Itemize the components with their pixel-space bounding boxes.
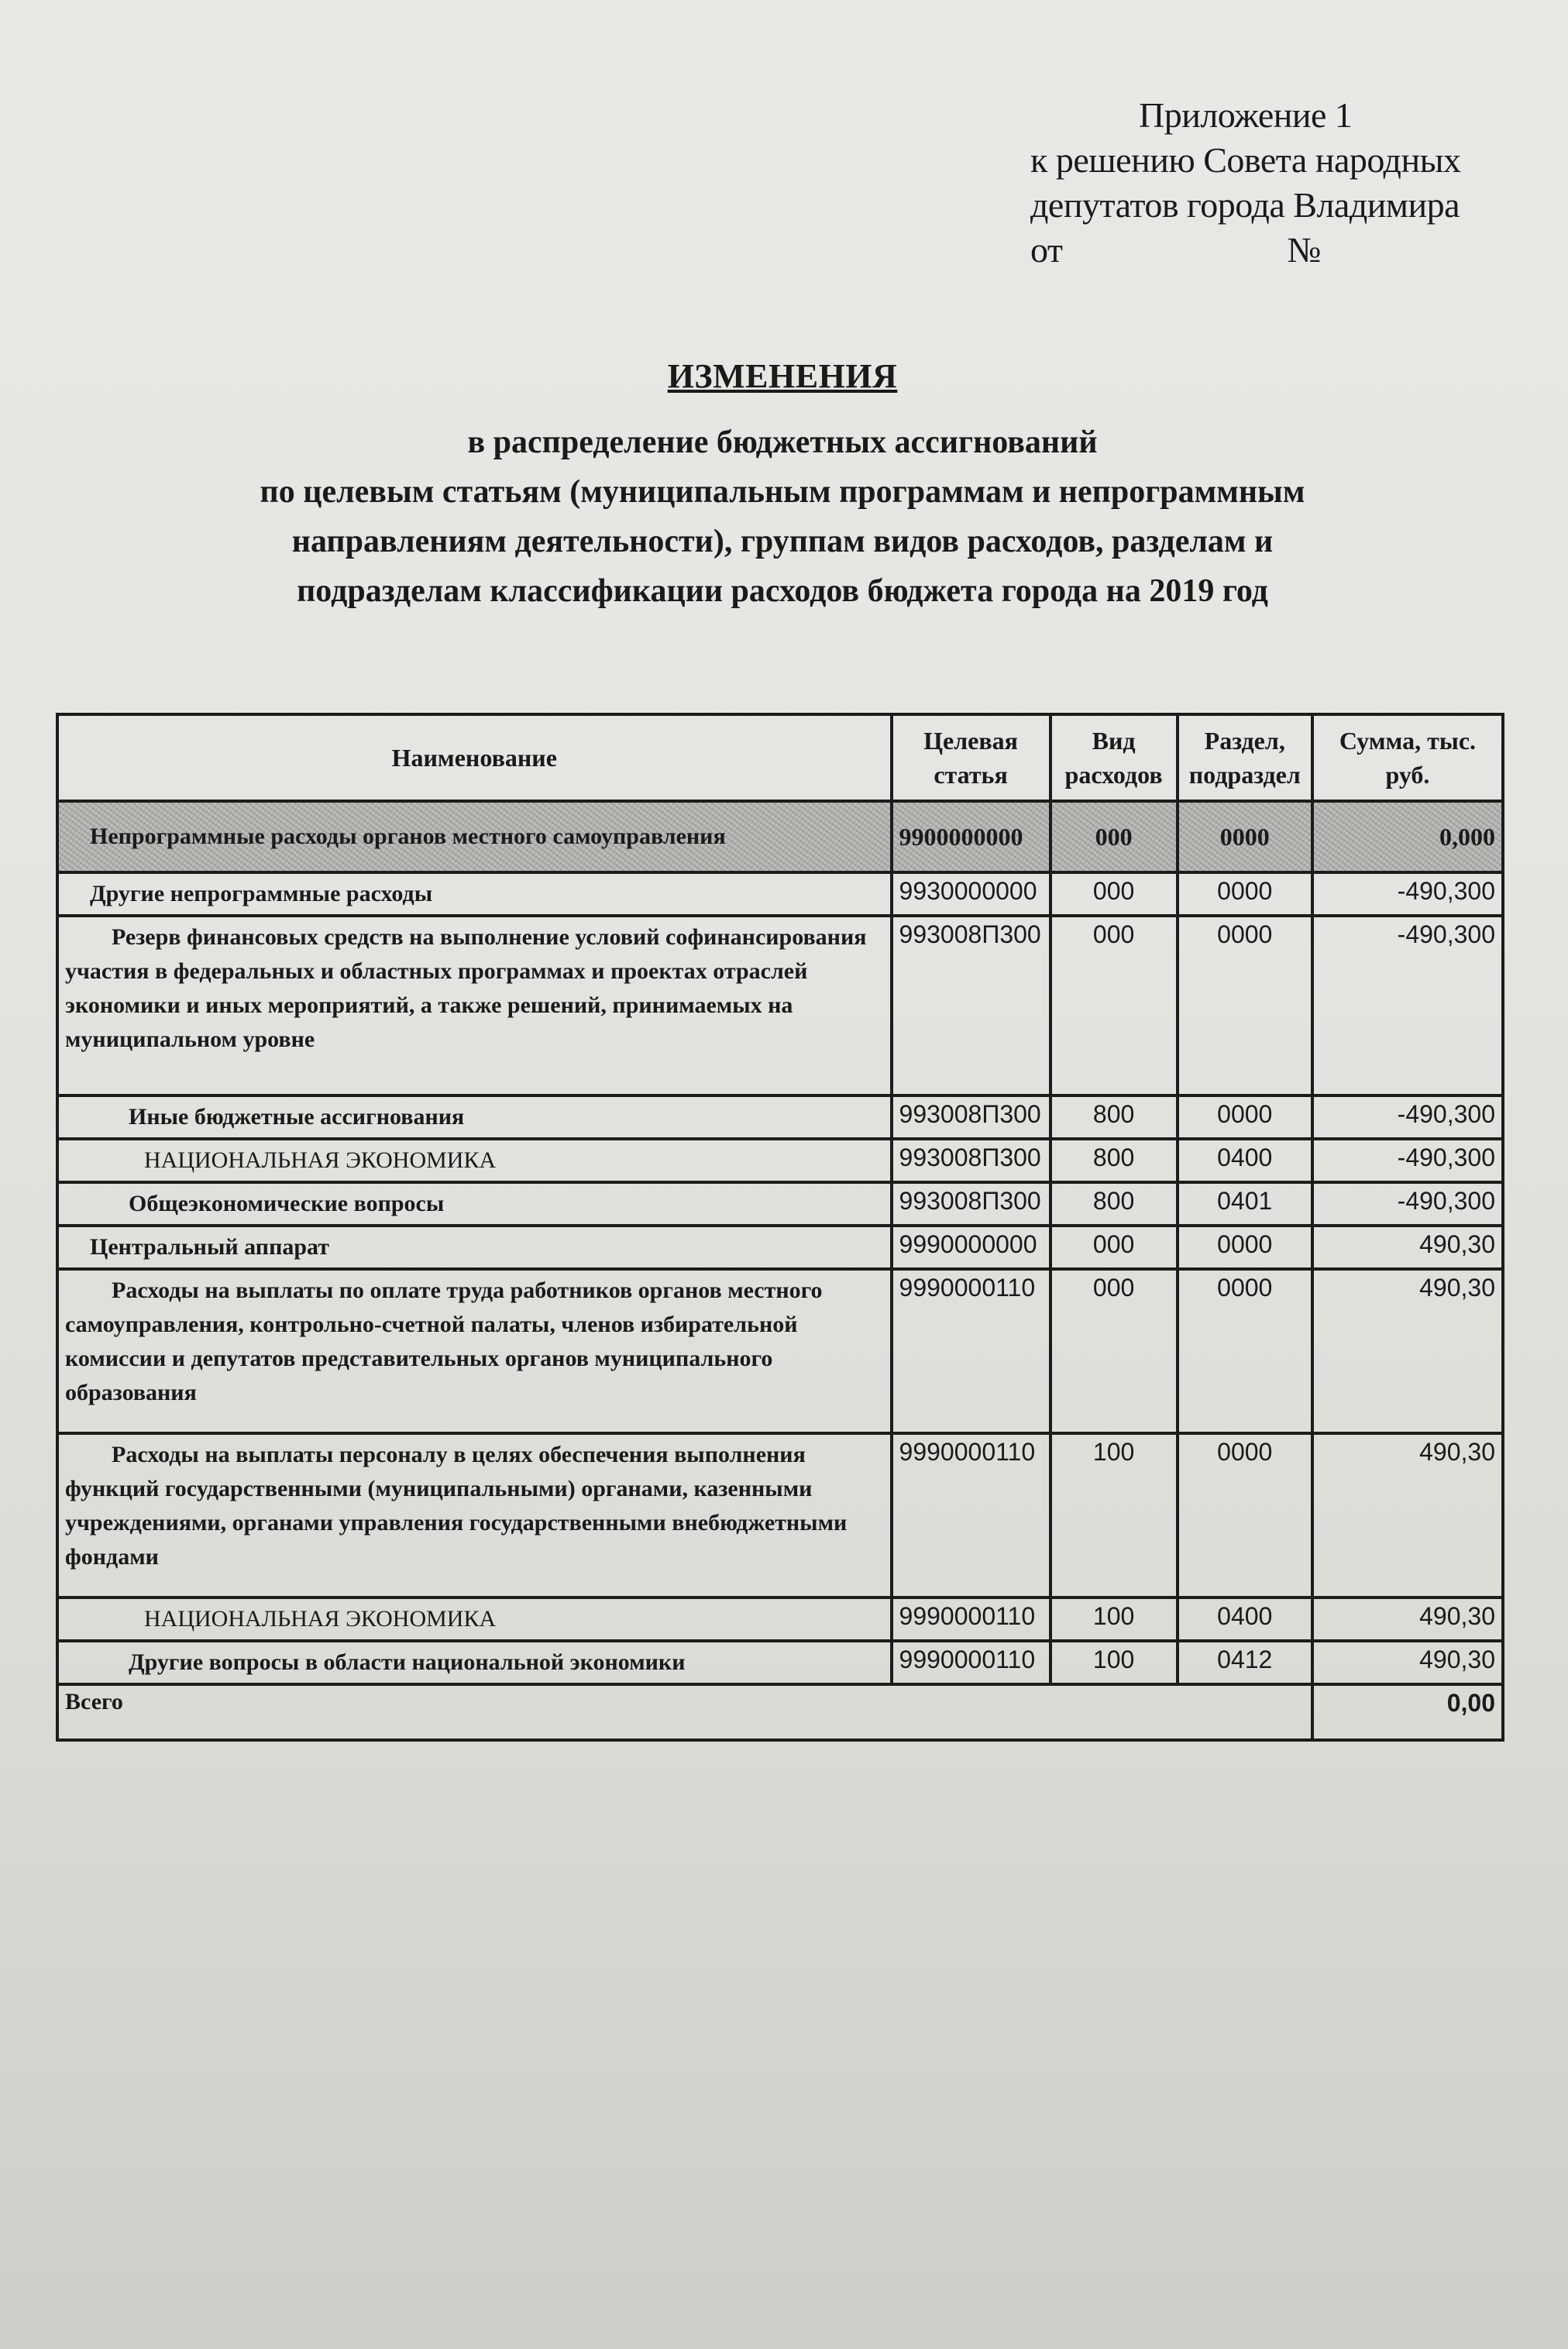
table-row	[57, 1433, 1503, 1598]
row-code: 9990000110	[892, 1433, 1050, 1598]
row-sum: 490,30	[1312, 1269, 1503, 1433]
appendix-council-line: депутатов города Владимира	[1030, 185, 1460, 225]
table-row	[57, 1182, 1503, 1226]
row-razd: 0400	[1178, 1139, 1312, 1182]
row-name: Непрограммные расходы органов местного самоуправления	[57, 801, 892, 872]
row-vid: 800	[1050, 1182, 1178, 1226]
row-sum: -490,300	[1312, 1182, 1503, 1226]
table-row	[57, 1641, 1503, 1684]
header-name: Наименование	[57, 714, 892, 801]
row-code: 9990000110	[892, 1269, 1050, 1433]
row-code: 993008П300	[892, 1095, 1050, 1139]
header-sum: Сумма, тыс. руб.	[1312, 714, 1503, 801]
row-name: Другие вопросы в области национальной экономики	[57, 1641, 892, 1684]
title-line-3: направлениям деятельности), группам видов расходов, разделам и	[291, 524, 1274, 559]
row-code: 993008П300	[892, 1182, 1050, 1226]
row-razd: 0000	[1178, 1269, 1312, 1433]
title-line-1: в распределение бюджетных ассигнований	[467, 425, 1098, 460]
row-name: НАЦИОНАЛЬНАЯ ЭКОНОМИКА	[57, 1139, 892, 1182]
row-code: 993008П300	[892, 1139, 1050, 1182]
appendix-number-label: №	[1287, 230, 1321, 270]
table-row	[57, 872, 1503, 916]
row-code: 993008П300	[892, 916, 1050, 1095]
appendix-from-label: от	[1030, 230, 1063, 270]
row-code: 9930000000	[892, 872, 1050, 916]
row-sum: -490,300	[1312, 872, 1503, 916]
table-header-row	[57, 714, 1503, 801]
row-vid: 800	[1050, 1095, 1178, 1139]
row-name: Другие непрограммные расходы	[57, 872, 892, 916]
row-razd: 0401	[1178, 1182, 1312, 1226]
row-code: 9990000110	[892, 1598, 1050, 1641]
row-sum: -490,300	[1312, 1139, 1503, 1182]
row-vid: 800	[1050, 1139, 1178, 1182]
row-vid: 100	[1050, 1598, 1178, 1641]
table-total-row	[57, 1684, 1503, 1740]
document-title-block	[155, 356, 1410, 616]
table-row	[57, 801, 1503, 872]
row-code: 9900000000	[892, 801, 1050, 872]
row-name: Иные бюджетные ассигнования	[57, 1095, 892, 1139]
document-title: ИЗМЕНЕНИЯ	[667, 357, 898, 395]
row-sum: 490,30	[1312, 1598, 1503, 1641]
row-name: Расходы на выплаты персоналу в целях обеспечения выполнения функций государственными (муниципальными) органами, казенными учреждениями, органами управления государственными внебюджетными фондами	[57, 1433, 892, 1598]
table-row	[57, 1226, 1503, 1269]
title-line-2: по целевым статьям (муниципальным программам и непрограммным	[260, 474, 1305, 510]
row-sum: 490,30	[1312, 1226, 1503, 1269]
row-razd: 0000	[1178, 801, 1312, 872]
row-vid: 000	[1050, 872, 1178, 916]
row-name: Резерв финансовых средств на выполнение условий софинансирования участия в федеральных и областных программах и проектах отраслей экономики и иных мероприятий, а также решений, принимаемых на муниципальном уровне	[57, 916, 892, 1095]
row-sum: 490,30	[1312, 1433, 1503, 1598]
header-target-article: Целевая статья	[892, 714, 1050, 801]
row-sum: 0,000	[1312, 801, 1503, 872]
row-vid: 000	[1050, 1269, 1178, 1433]
row-vid: 000	[1050, 801, 1178, 872]
row-razd: 0400	[1178, 1598, 1312, 1641]
table-row	[57, 1139, 1503, 1182]
row-razd: 0000	[1178, 916, 1312, 1095]
row-vid: 000	[1050, 1226, 1178, 1269]
row-razd: 0000	[1178, 1433, 1312, 1598]
appendix-header	[1030, 93, 1526, 273]
appendix-decision-line: к решению Совета народных	[1030, 140, 1461, 180]
row-name: Общеэкономические вопросы	[57, 1182, 892, 1226]
table-row	[57, 1269, 1503, 1433]
row-razd: 0412	[1178, 1641, 1312, 1684]
table-row	[57, 916, 1503, 1095]
row-razd: 0000	[1178, 1226, 1312, 1269]
budget-changes-table	[56, 713, 1504, 1742]
row-vid: 100	[1050, 1641, 1178, 1684]
row-name: НАЦИОНАЛЬНАЯ ЭКОНОМИКА	[57, 1598, 892, 1641]
row-razd: 0000	[1178, 1095, 1312, 1139]
title-line-4: подразделам классификации расходов бюджета города на 2019 год	[297, 573, 1268, 609]
appendix-date-number-row	[1030, 228, 1526, 273]
row-sum: -490,300	[1312, 1095, 1503, 1139]
table-row	[57, 1095, 1503, 1139]
row-sum: -490,300	[1312, 916, 1503, 1095]
row-code: 9990000000	[892, 1226, 1050, 1269]
header-expense-type: Вид расходов	[1050, 714, 1178, 801]
table-row	[57, 1598, 1503, 1641]
header-section: Раздел, подраздел	[1178, 714, 1312, 801]
row-vid: 000	[1050, 916, 1178, 1095]
appendix-number: Приложение 1	[1139, 95, 1353, 135]
row-code: 9990000110	[892, 1641, 1050, 1684]
row-name: Центральный аппарат	[57, 1226, 892, 1269]
row-name: Расходы на выплаты по оплате труда работников органов местного самоуправления, контрольно-счетной палаты, членов избирательной комиссии и депутатов представительных органов муниципального образования	[57, 1269, 892, 1433]
row-vid: 100	[1050, 1433, 1178, 1598]
total-label: Всего	[57, 1684, 1312, 1740]
total-sum: 0,00	[1312, 1684, 1503, 1740]
row-razd: 0000	[1178, 872, 1312, 916]
row-sum: 490,30	[1312, 1641, 1503, 1684]
